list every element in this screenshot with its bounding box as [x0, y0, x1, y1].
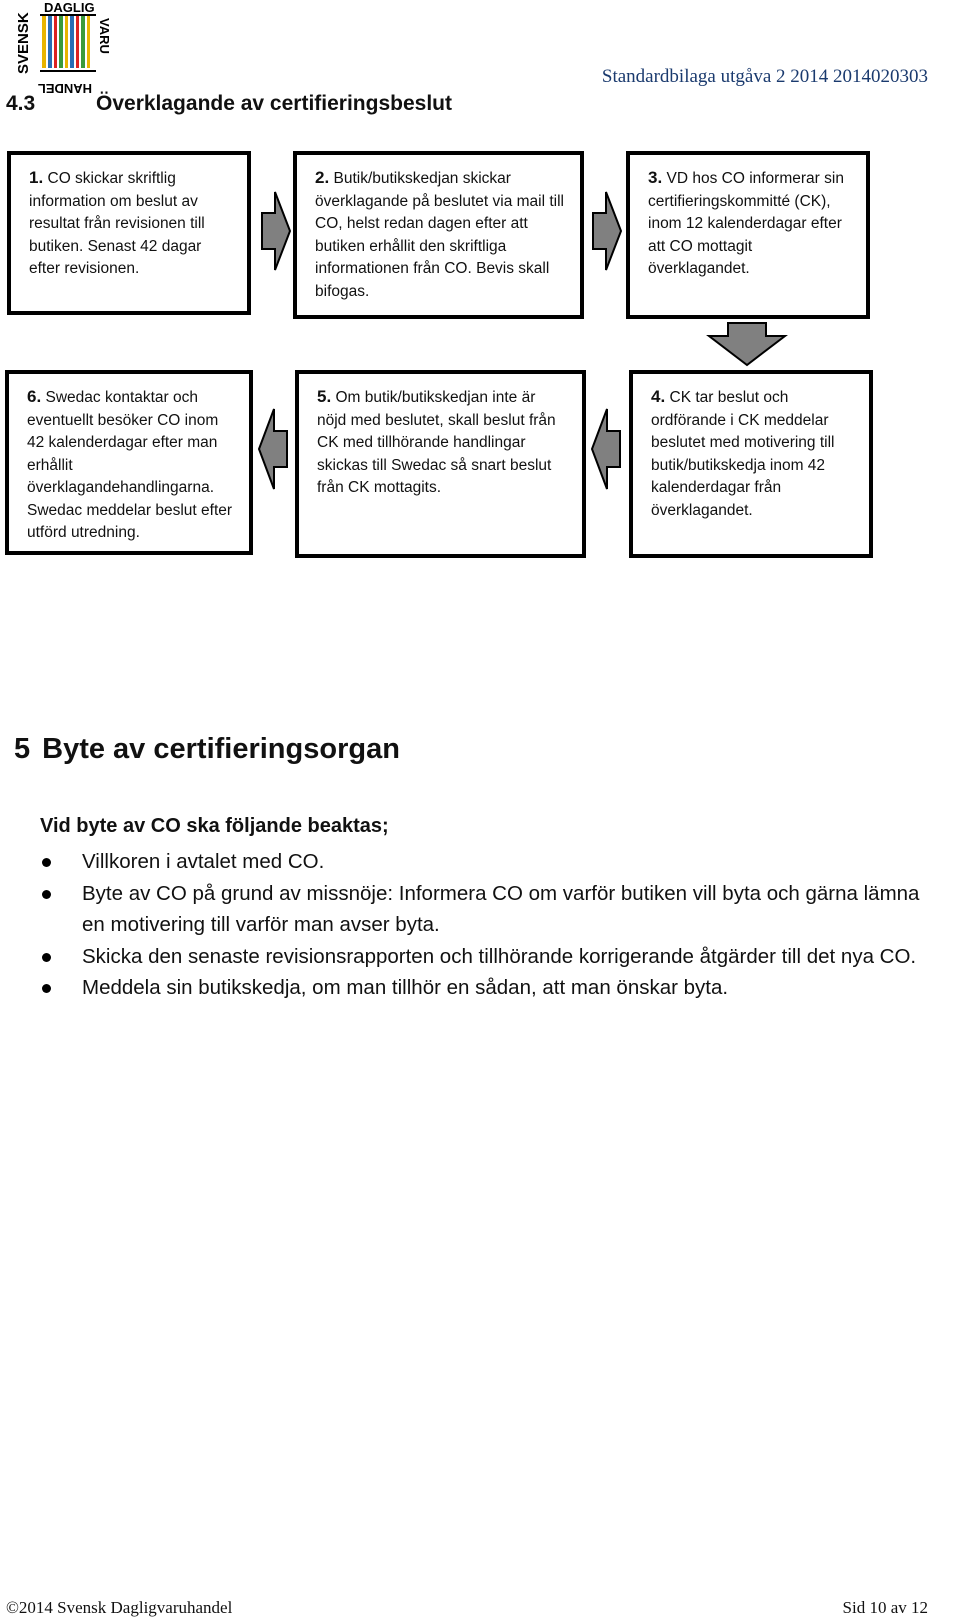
list-item: Byte av CO på grund av missnöje: Informera CO om varför butiken vill byta och gärna lämna en motivering till varför man avser byta. — [40, 878, 940, 941]
logo-text-daglig: DAGLIG — [44, 0, 95, 15]
logo-text-varu: VARU — [97, 18, 112, 54]
document-info: Standardbilaga utgåva 2 2014 2014020303 — [601, 66, 928, 87]
section-5-heading — [14, 733, 400, 766]
list-item: Skicka den senaste revisionsrapporten och tillhörande korrigerande åtgärder till det nya CO. — [40, 941, 940, 973]
step-number: 5. — [317, 387, 332, 406]
arrow-left-icon — [258, 408, 288, 490]
section-5-title: Byte av certifieringsorgan — [42, 733, 400, 765]
list-item: Meddela sin butikskedja, om man tillhör en sådan, att man önskar byta. — [40, 972, 940, 1004]
step-text: VD hos CO informerar sin certifieringskommitté (CK), inom 12 kalenderdagar efter att CO mottagit överklagandet. — [648, 170, 844, 277]
section-heading — [6, 92, 452, 116]
flow-step-5 — [295, 370, 586, 558]
logo-text-handel: HANDEL — [37, 81, 92, 96]
footer-page-number: Sid 10 av 12 — [842, 1598, 928, 1617]
bullet-list — [40, 846, 940, 1004]
arrow-right-icon — [592, 191, 622, 271]
footer-copyright: ©2014 Svensk Dagligvaruhandel — [6, 1598, 233, 1617]
flow-step-2 — [293, 151, 584, 319]
step-number: 1. — [29, 168, 44, 187]
step-text: CK tar beslut och ordförande i CK meddelar beslutet med motivering till butik/butikskedja inom 42 kalenderdagar från överklagandet. — [651, 389, 835, 519]
section-5-intro: Vid byte av CO ska följande beaktas; — [40, 815, 389, 837]
section-title: Överklagande av certifieringsbeslut — [96, 92, 452, 115]
step-number: 2. — [315, 168, 330, 187]
flow-step-3 — [626, 151, 870, 319]
company-logo — [8, 0, 118, 96]
step-number: 6. — [27, 387, 42, 406]
flow-step-6 — [5, 370, 253, 555]
list-item: Villkoren i avtalet med CO. — [40, 846, 940, 878]
section-5-number: 5 — [14, 733, 31, 765]
flow-step-4 — [629, 370, 873, 558]
step-number: 4. — [651, 387, 666, 406]
arrow-right-icon — [261, 191, 291, 271]
section-number: 4.3 — [6, 92, 36, 115]
arrow-left-icon — [591, 408, 621, 490]
step-text: Om butik/butikskedjan inte är nöjd med beslutet, skall beslut från CK med tillhörande handlingar skickas till Swedac så snart beslut från CK mottagits. — [317, 389, 556, 496]
logo-text-svensk: SVENSK — [15, 12, 32, 74]
step-text: Butik/butikskedjan skickar överklagande på beslutet via mail till CO, helst redan dagen efter att butiken erhållit den skriftliga informationen från CO. Bevis skall bifogas. — [315, 170, 564, 300]
step-text: Swedac kontaktar och eventuellt besöker CO inom 42 kalenderdagar efter man erhållit överklagandehandlingarna. Swedac meddelar beslut efter utförd utredning. — [27, 389, 233, 541]
step-text: CO skickar skriftlig information om beslut av resultat från revisionen till butiken. Senast 42 dagar efter revisionen. — [29, 170, 205, 277]
flow-step-1 — [7, 151, 251, 315]
arrow-down-icon — [708, 322, 786, 366]
step-number: 3. — [648, 168, 663, 187]
